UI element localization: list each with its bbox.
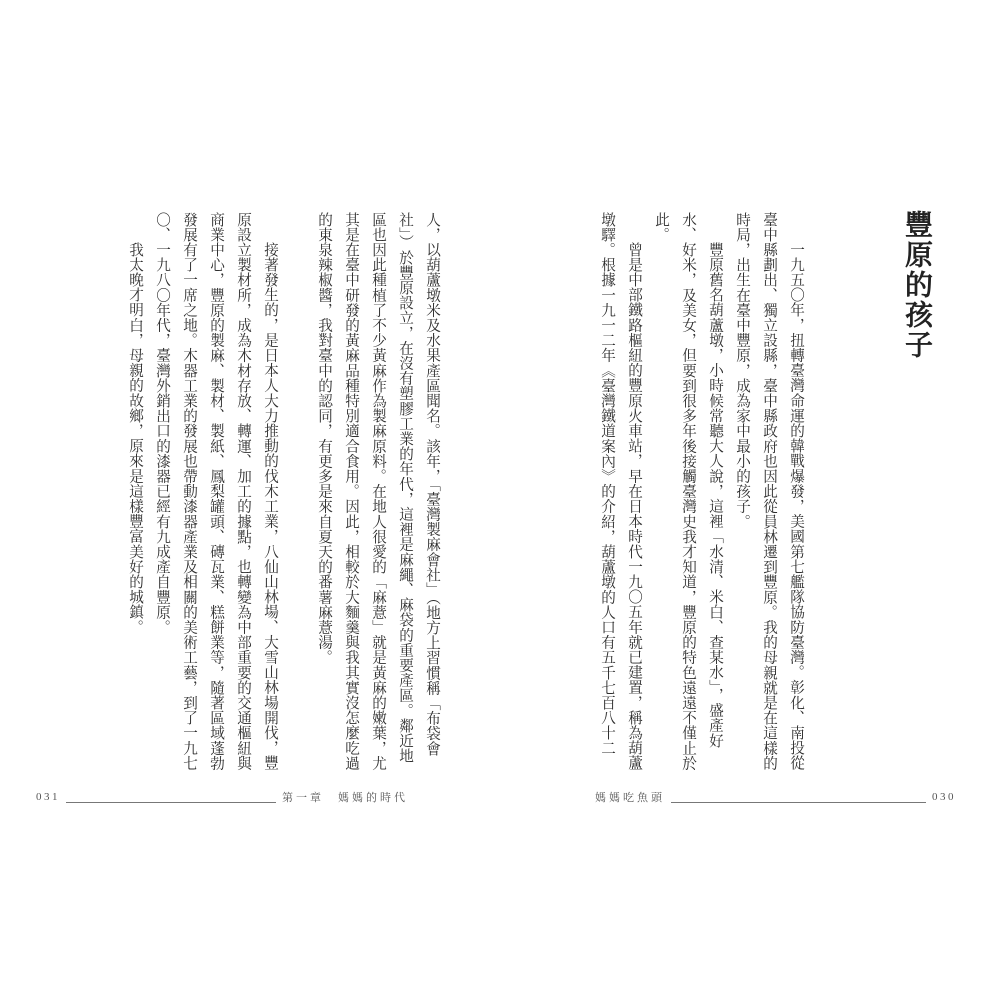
page-number: 031 (36, 791, 60, 803)
running-header-title: 媽媽的時代 (338, 791, 408, 804)
page-number: 030 (932, 791, 956, 803)
running-header-title: 媽媽吃魚頭 (595, 791, 665, 804)
text-column: 曾是中部鐵路樞紐的豐原火車站，早在日本時代一九〇五年就已建置，稱為葫蘆 (626, 242, 643, 771)
text-column: 墩驛。根據一九一二年《臺灣鐵道案內》的介紹，葫蘆墩的人口有五千七百八十二 (599, 212, 616, 756)
text-column: 商業中心，豐原的製麻、製材、製紙、鳳梨罐頭、磚瓦業、糕餅業等，隨著區域蓬勃 (208, 212, 225, 771)
text-column: 此。 (653, 212, 670, 243)
text-column: 臺中縣劃出、獨立設縣，臺中縣政府也因此從員林遷到豐原。我的母親就是在這樣的 (761, 212, 778, 771)
text-column: 水、好米，及美女，但要到很多年後接觸臺灣史我才知道，豐原的特色遠遠不僅止於 (680, 212, 697, 771)
text-column: 其是在臺中研發的黃麻品種特別適合食用。因此，相較於大麵羹與我其實沒怎麼吃過 (343, 212, 360, 771)
text-column: 人，以葫蘆墩米及水果產區聞名。該年，「臺灣製麻會社」（地方上習慣稱「布袋會 (424, 212, 441, 757)
right-page (500, 0, 1000, 1000)
text-column: 接著發生的，是日本人大力推動的伐木工業，八仙山林場、大雪山林場開伐，豐 (262, 242, 279, 771)
text-column: 我太晚才明白，母親的故鄉，原來是這樣豐富美好的城鎮。 (127, 242, 144, 635)
running-header-chapter: 第一章 (282, 791, 324, 804)
text-column: 時局，出生在臺中豐原，成為家中最小的孩子。 (734, 212, 751, 530)
text-column: 豐原舊名葫蘆墩，小時候常聽大人說，這裡「水清、米白、查某水」，盛產好 (707, 242, 724, 749)
chapter-title: 豐原的孩子 (901, 210, 934, 360)
left-footer (36, 790, 408, 804)
text-column: 區也因此種植了不少黃麻作為製麻原料。在地人很愛的「麻薏」就是黃麻的嫩葉，尤 (370, 212, 387, 771)
text-column: 的東泉辣椒醬，我對臺中的認同，有更多是來自夏天的番薯麻薏湯。 (316, 212, 333, 665)
footer-rule (671, 802, 926, 803)
footer-rule (66, 802, 276, 803)
text-column: 一九五〇年，扭轉臺灣命運的韓戰爆發，美國第七艦隊協防臺灣。彰化、南投從 (788, 242, 805, 771)
text-column: 社」）於豐原設立，在沒有塑膠工業的年代，這裡是麻繩、麻袋的重要產區。鄰近地 (397, 212, 414, 764)
right-footer (595, 790, 956, 804)
text-column: 〇、一九八〇年代，臺灣外銷出口的漆器已經有九成產自豐原。 (154, 212, 171, 635)
text-column: 原設立製材所，成為木材存放、轉運、加工的據點，也轉變為中部重要的交通樞紐與 (235, 212, 252, 771)
text-column: 發展有了一席之地。木器工業的發展也帶動漆器產業及相關的美術工藝，到了一九七 (181, 212, 198, 771)
